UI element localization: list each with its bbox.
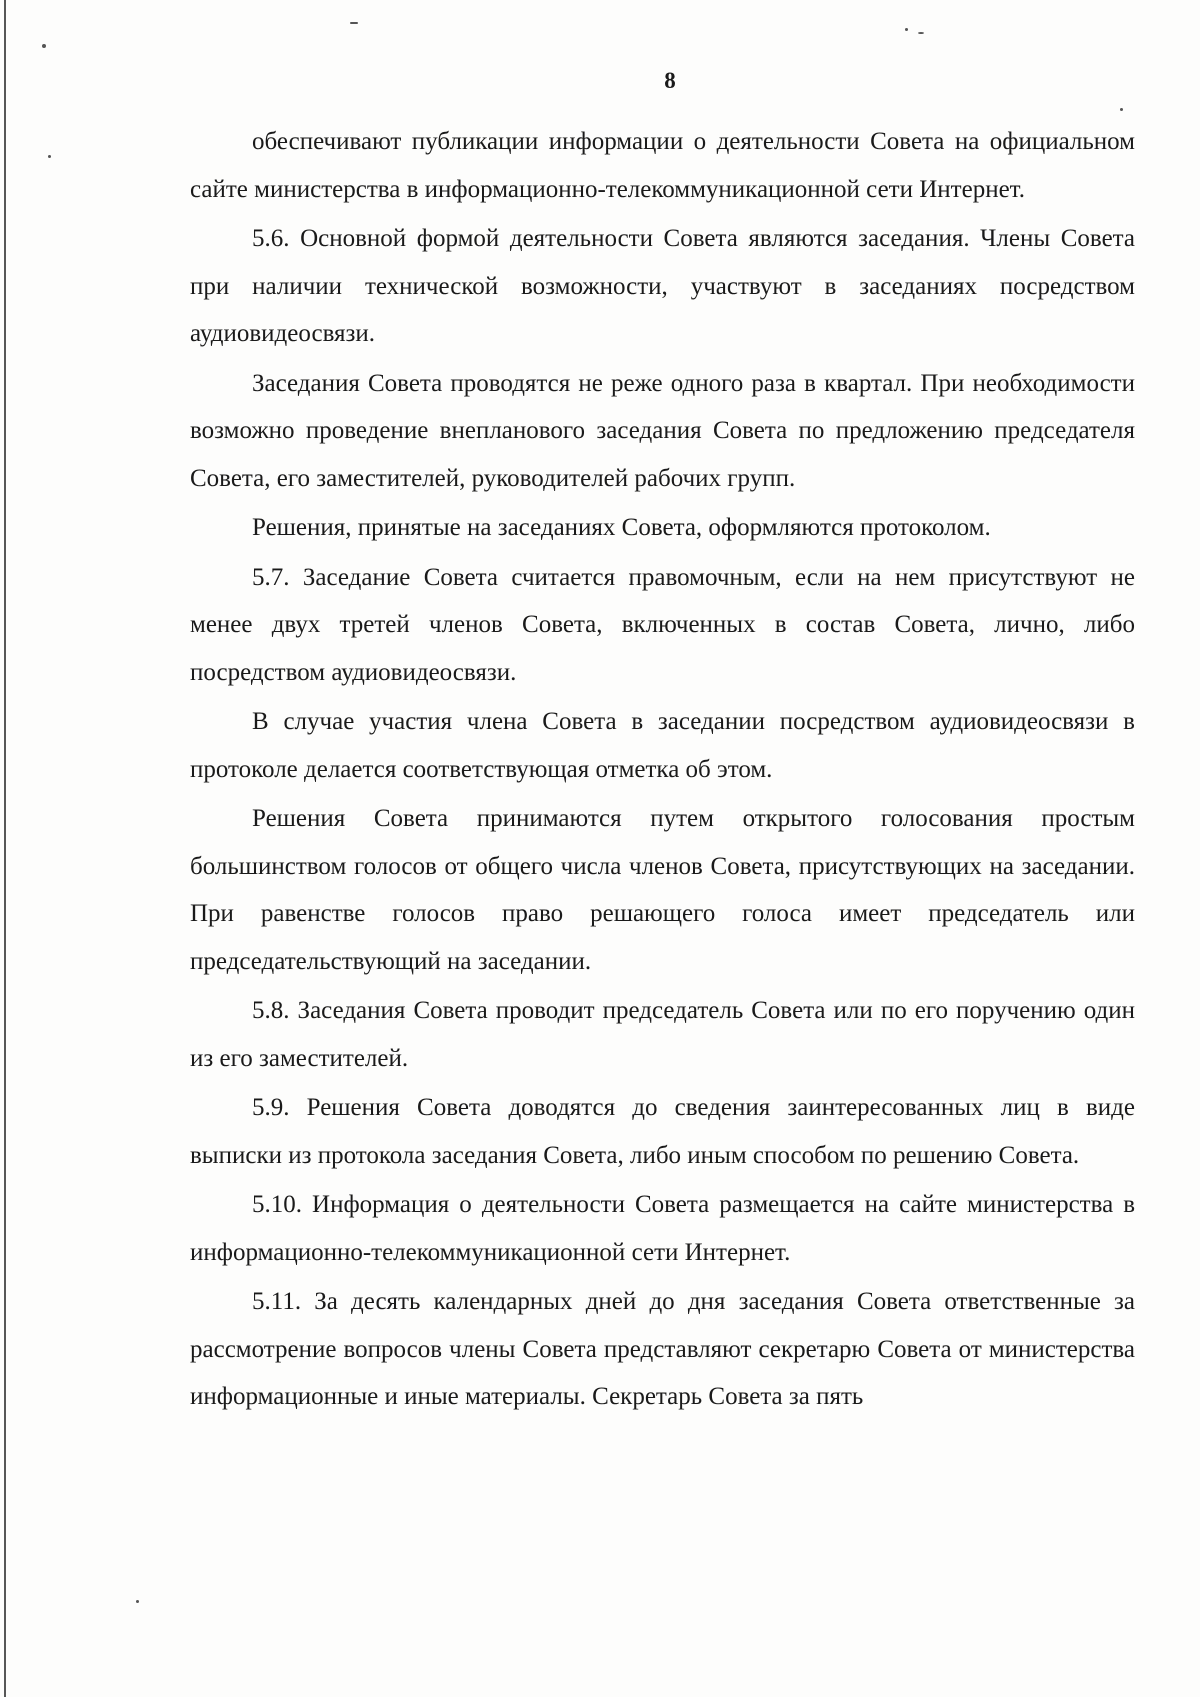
paragraph: обеспечивают публикации информации о деятельности Совета на официальном сайте министерства в информационно-телекоммуникационной сети Интернет. [190, 128, 1135, 203]
scan-speck [905, 28, 908, 31]
scan-speck [42, 44, 46, 48]
paragraph-5-7: 5.7. Заседание Совета считается правомочным, если на нем присутствуют не менее двух третей членов Совета, включенных в состав Совета, лично, либо посредством аудиовидеосвязи. [190, 563, 1135, 686]
paragraph: Решения, принятые на заседаниях Совета, оформляются протоколом. [252, 514, 991, 541]
paragraph-5-9: 5.9. Решения Совета доводятся до сведения заинтересованных лиц в виде выписки из протокола заседания Совета, либо иным способом по решению Совета. [190, 1094, 1135, 1169]
paragraph: Заседания Совета проводятся не реже одного раза в квартал. При необходимости возможно проведение внепланового заседания Совета по предложению председателя Совета, его заместителей, руководителей рабочих групп. [190, 369, 1135, 492]
document-body [190, 118, 1135, 1421]
paragraph: В случае участия члена Совета в заседании посредством аудиовидеосвязи в протоколе делается соответствующая отметка об этом. [190, 708, 1135, 783]
paragraph: Решения Совета принимаются путем открытого голосования простым большинством голосов от общего числа членов Совета, присутствующих на заседании. При равенстве голосов право решающего голоса имеет председатель или председательствующий на заседании. [190, 805, 1135, 975]
scan-speck [350, 22, 358, 24]
paragraph-5-10: 5.10. Информация о деятельности Совета размещается на сайте министерства в информационно-телекоммуникационной сети Интернет. [190, 1191, 1135, 1266]
page-number: 8 [664, 68, 676, 93]
scan-speck [1120, 108, 1123, 111]
paragraph-5-11: 5.11. За десять календарных дней до дня заседания Совета ответственные за рассмотрение вопросов члены Совета представляют секретарю Совета от министерства информационные и иные материалы. Секретарь Совета за пять [190, 1288, 1135, 1410]
scan-edge-line [4, 0, 6, 1697]
scan-speck [918, 32, 924, 34]
paragraph-5-8: 5.8. Заседания Совета проводит председатель Совета или по его поручению один из его заместителей. [190, 997, 1135, 1072]
scan-speck [48, 155, 51, 158]
paragraph-5-6: 5.6. Основной формой деятельности Совета являются заседания. Члены Совета при наличии технической возможности, участвуют в заседаниях посредством аудиовидеосвязи. [190, 225, 1135, 347]
scan-speck [136, 1600, 139, 1603]
